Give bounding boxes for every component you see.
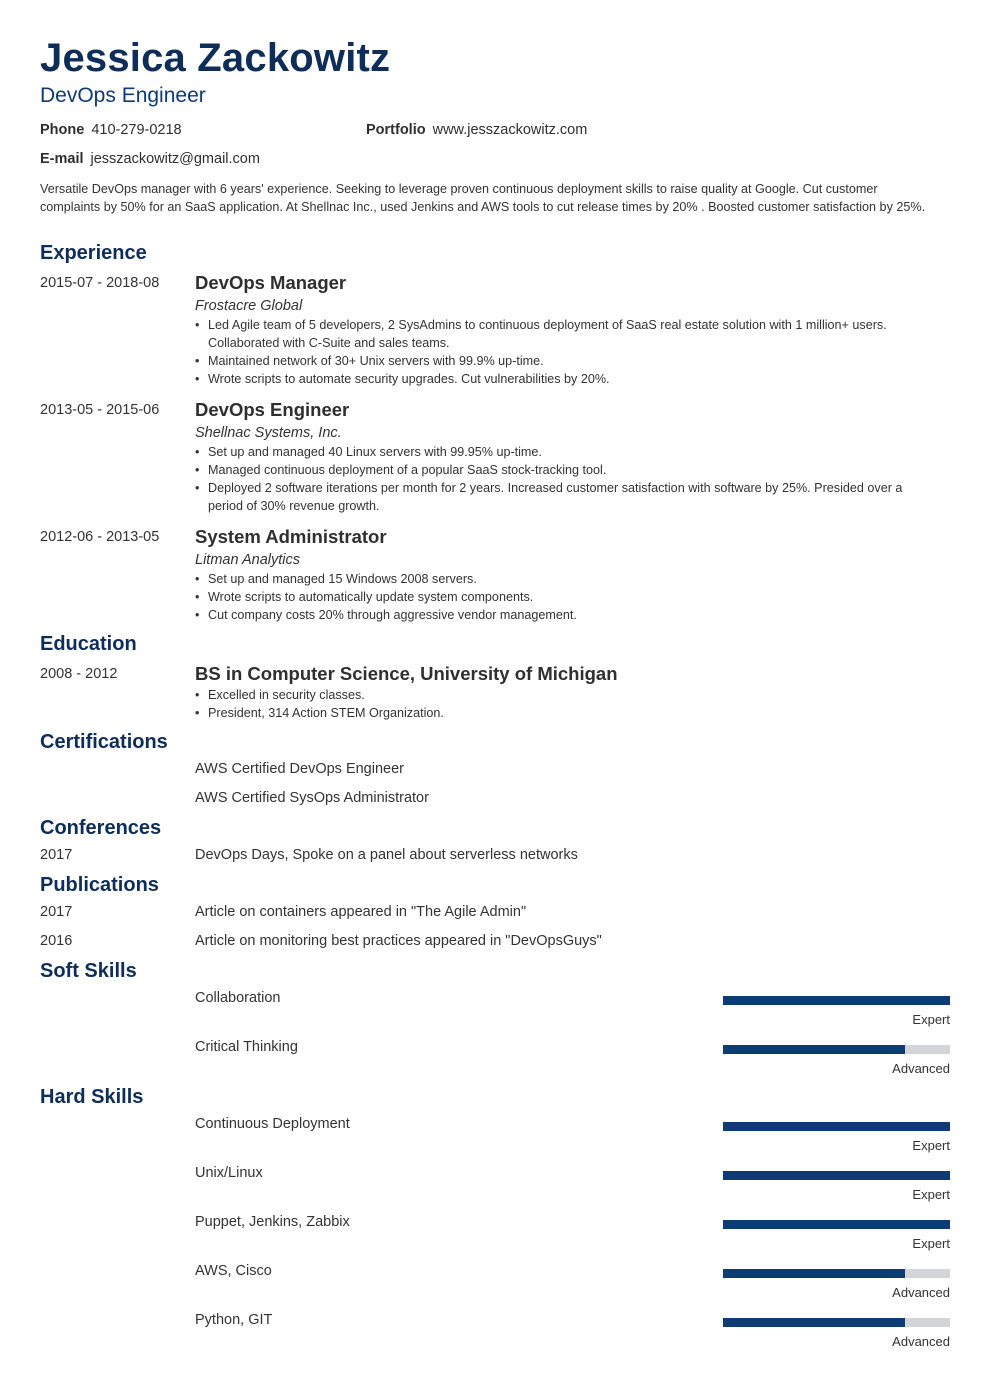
bullet-item: • Managed continuous deployment of a popular SaaS stock-tracking tool.: [195, 461, 940, 479]
skill-name: Unix/Linux: [195, 1165, 263, 1181]
phone-contact: [40, 122, 182, 138]
skill-level-bar: [723, 1220, 950, 1229]
skill-name: Critical Thinking: [195, 1039, 298, 1055]
skill-level-label: Expert: [912, 1236, 950, 1251]
experience-heading: Experience: [40, 242, 147, 264]
portfolio-label: Portfolio: [366, 122, 426, 138]
skill-level-label: Advanced: [892, 1285, 950, 1300]
education-bullets: [195, 686, 940, 722]
skill-level-fill: [723, 1122, 950, 1131]
certifications-heading: Certifications: [40, 731, 168, 753]
job-dates: 2013-05 - 2015-06: [40, 402, 160, 418]
degree-title: BS in Computer Science, University of Michigan: [195, 663, 618, 684]
skill-level-bar: [723, 1269, 950, 1278]
candidate-role: DevOps Engineer: [40, 84, 206, 107]
conferences-heading: Conferences: [40, 817, 162, 839]
publication-year: 2017: [40, 904, 73, 920]
job-company: Frostacre Global: [195, 298, 303, 314]
conference-item: DevOps Days, Spoke on a panel about serverless networks: [195, 847, 578, 863]
skill-level-label: Advanced: [892, 1061, 950, 1076]
hard-skills-heading: Hard Skills: [40, 1086, 144, 1108]
skill-level-fill: [723, 996, 950, 1005]
bullet-item: • Excelled in security classes.: [195, 686, 940, 704]
skill-level-fill: [723, 1045, 905, 1054]
publication-year: 2016: [40, 933, 73, 949]
skill-level-bar: [723, 1045, 950, 1054]
email-link[interactable]: jesszackowitz@gmail.com: [90, 151, 260, 167]
job-bullets: [195, 570, 940, 624]
portfolio-link[interactable]: www.jesszackowitz.com: [432, 122, 588, 138]
job-title: DevOps Engineer: [195, 399, 350, 420]
skill-level-label: Expert: [912, 1138, 950, 1153]
publication-item: Article on containers appeared in "The Agile Admin": [195, 904, 527, 920]
profile-summary: Versatile DevOps manager with 6 years' experience. Seeking to leverage proven continuous deployment skills to raise quality at Google. Cut customer complaints by 50% for an SaaS application. At Shellnac Inc., used Jenkins and AWS tools to cut release times by 20% . Boosted customer satisfaction by 25%.: [40, 182, 926, 214]
skill-level-fill: [723, 1269, 905, 1278]
skill-name: Puppet, Jenkins, Zabbix: [195, 1214, 350, 1230]
bullet-item: • Maintained network of 30+ Unix servers with 99.9% up-time.: [195, 352, 940, 370]
education-heading: Education: [40, 633, 137, 655]
portfolio-contact: [366, 122, 587, 138]
bullet-item: • Set up and managed 40 Linux servers with 99.95% up-time.: [195, 443, 940, 461]
skill-level-bar: [723, 996, 950, 1005]
job-bullets: [195, 316, 940, 388]
candidate-name: Jessica Zackowitz: [40, 36, 391, 80]
job-company: Shellnac Systems, Inc.: [195, 425, 342, 441]
skill-name: Collaboration: [195, 990, 281, 1006]
job-dates: 2015-07 - 2018-08: [40, 275, 160, 291]
skill-name: AWS, Cisco: [195, 1263, 272, 1279]
skill-level-bar: [723, 1122, 950, 1131]
phone-label: Phone: [40, 122, 85, 138]
job-dates: 2012-06 - 2013-05: [40, 529, 160, 545]
bullet-item: • Cut company costs 20% through aggressive vendor management.: [195, 606, 940, 624]
certification-item: AWS Certified SysOps Administrator: [195, 790, 429, 806]
skill-level-fill: [723, 1318, 905, 1327]
phone-value: 410-279-0218: [91, 122, 182, 138]
certification-item: AWS Certified DevOps Engineer: [195, 761, 404, 777]
job-title: DevOps Manager: [195, 272, 347, 293]
publications-heading: Publications: [40, 874, 159, 896]
job-company: Litman Analytics: [195, 552, 301, 568]
skill-level-label: Advanced: [892, 1334, 950, 1349]
skill-level-bar: [723, 1318, 950, 1327]
bullet-item: • Deployed 2 software iterations per month for 2 years. Increased customer satisfaction with software by 25%. Presided over a period of 30% revenue growth.: [195, 479, 940, 515]
skill-level-fill: [723, 1220, 950, 1229]
conference-year: 2017: [40, 847, 73, 863]
publication-item: Article on monitoring best practices appeared in "DevOpsGuys": [195, 933, 602, 949]
education-dates: 2008 - 2012: [40, 666, 118, 682]
email-contact: [40, 151, 260, 167]
bullet-item: • Set up and managed 15 Windows 2008 servers.: [195, 570, 940, 588]
skill-level-label: Expert: [912, 1012, 950, 1027]
skill-level-fill: [723, 1171, 950, 1180]
skill-name: Python, GIT: [195, 1312, 273, 1328]
skill-level-label: Expert: [912, 1187, 950, 1202]
bullet-item: • Led Agile team of 5 developers, 2 SysAdmins to continuous deployment of SaaS real estate solution with 1 million+ users. Collaborated with C-Suite and sales teams.: [195, 316, 940, 352]
job-title: System Administrator: [195, 526, 387, 547]
bullet-item: • Wrote scripts to automatically update system components.: [195, 588, 940, 606]
skill-level-bar: [723, 1171, 950, 1180]
bullet-item: • President, 314 Action STEM Organization.: [195, 704, 940, 722]
skill-name: Continuous Deployment: [195, 1116, 350, 1132]
email-label: E-mail: [40, 151, 84, 167]
soft-skills-heading: Soft Skills: [40, 960, 137, 982]
job-bullets: [195, 443, 940, 515]
bullet-item: • Wrote scripts to automate security upgrades. Cut vulnerabilities by 20%.: [195, 370, 940, 388]
